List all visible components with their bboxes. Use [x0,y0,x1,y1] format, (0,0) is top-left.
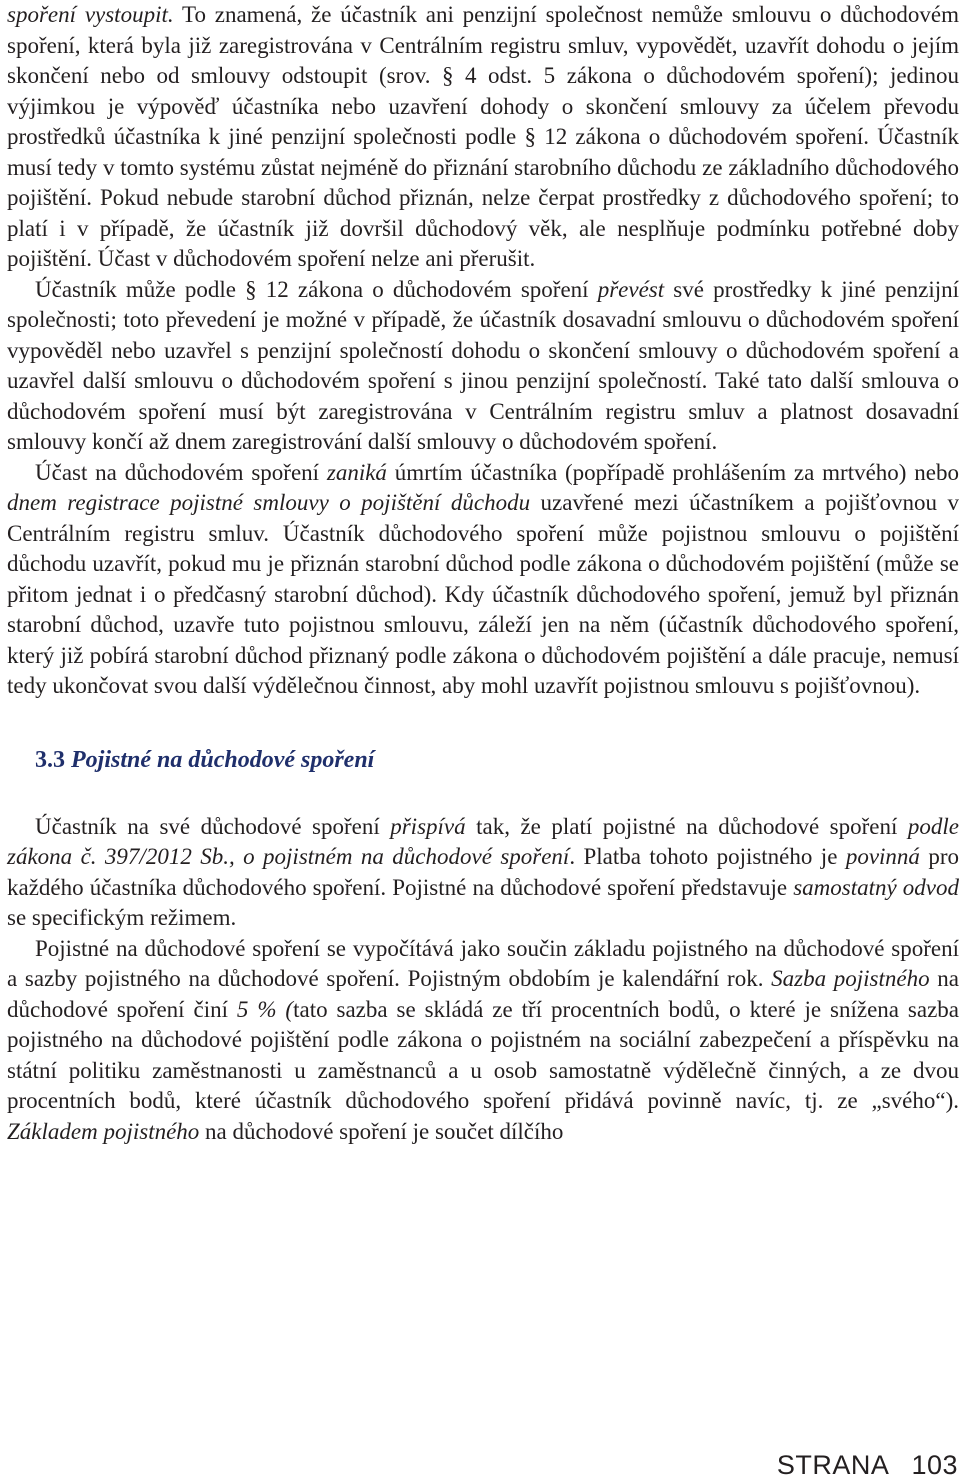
section-number: 3.3 [35,746,65,773]
paragraph-2-emphasis: převést [597,276,665,302]
page-number: 103 [911,1450,958,1480]
paragraph-4 [7,812,959,934]
paragraph-3-emphasis-b: dnem registrace pojistné smlouvy o pojištění důchodu [7,490,531,515]
paragraph-5-text-b: na důchodové spoření činí [7,966,959,1022]
footer-label: STRANA [776,1450,890,1480]
paragraph-4-emphasis-a: přispívá [390,813,466,839]
paragraph-4-text-c: . Platba tohoto pojistného je [569,844,846,869]
paragraph-2 [7,275,959,458]
paragraph-3 [7,458,959,702]
paragraph-4-text-b: tak, že platí pojistné na důchodové spoření [465,813,908,839]
paragraph-3-text-c: uzavřené mezi účastníkem a pojišťovnou v Centrálním registru smluv. Účastník důchodového spoření může pojistnou smlouvu o pojištění důchodu uzavřít, pokud mu je přiznán starobní důchod podle zákona o důchodovém pojištění (může se přitom jednat i o předčasný starobní důchod). Kdy účastník důchodového spoření, jemuž byl přiznán starobní důchod, uzavře tuto pojistnou smlouvu, záleží jen na něm (účastník důchodového spoření, který již pobírá starobní důchod přiznaný podle zákona o důchodovém pojištění a dále pracuje, nemusí tedy ukončovat svou další výdělečnou činnost, aby mohl uzavřít pojistnou smlouvu s pojišťovnou). [7,490,959,698]
paragraph-5-emphasis-a: Sazba pojistného [771,966,930,991]
paragraph-5 [7,934,959,1148]
section-title: Pojistné na důchodové spoření [71,746,375,773]
paragraph-1-text: To znamená, že účastník ani penzijní společnost nemůže smlouvu o důchodovém spoření, která byla již zaregistrována v Centrálním registru smluv, vypovědět, uzavřít dohodu o jejím skončení nebo od smlouvy odstoupit (srov. § 4 odst. 5 zákona o důchodovém spoření); jedinou výjimkou je výpověď účastníka nebo uzavření dohody o skončení smlouvy za účelem převodu prostředků účastníka k jiné penzijní společnosti podle § 12 zákona o důchodovém spoření. Účastník musí tedy v tomto systému zůstat nejméně do přiznání starobního důchodu ze základního důchodového pojištění. Pokud nebude starobní důchod přiznán, nelze čerpat prostředky z důchodového spoření; to platí i v případě, že účastník již dovršil důchodový věk, ale nesplňuje podmínku potřebné doby pojištění. Účast v důchodovém spoření nelze ani přerušit. [7,2,959,271]
paragraph-4-text-a: Účastník na své důchodové spoření [35,813,391,839]
paragraph-3-emphasis-a: zaniká [326,459,387,485]
paragraph-4-text-e: se specifickým režimem. [7,905,237,930]
paragraph-5-emphasis-c: Základem pojistného [7,1118,200,1144]
paragraph-4-text-d: pro každého účastníka důchodového spoření. Pojistné na důchodové spoření představuje [7,844,959,900]
paragraph-3-text-b: úmrtím účastníka (popřípadě prohlášením za mrtvého) nebo [386,459,959,485]
paragraph-2-text-a: Účastník může podle § 12 zákona o důchodovém spoření [35,276,598,302]
paragraph-2-text-b: své prostředky k jiné penzijní společnosti; toto převedení je možné v případě, že účastník dosavadní smlouvu o důchodovém spoření vypověděl nebo uzavřel s penzijní společností dohodu o skončení smlouvy o důchodovém spoření a uzavřel další smlouvu o důchodovém spoření s jinou penzijní společností. Také tato další smlouva o důchodovém spoření musí být zaregistrována v Centrálním registru smluv a platnost dosavadní smlouvy končí až dnem zaregistrování další smlouvy o důchodovém spoření. [7,276,959,454]
paragraph-4-emphasis-c: povinná [845,844,920,869]
document-page [7,0,959,1147]
section-heading [35,744,959,776]
paragraph-1-lead-italic: spoření vystoupit. [7,2,174,27]
paragraph-5-text-a: Pojistné na důchodové spoření se vypočítává jako součin základu pojistného na důchodové spoření a sazby pojistného na důchodové spoření. Pojistným obdobím je kalendářní rok. [7,935,959,991]
paragraph-5-emphasis-b: 5 % ( [236,996,294,1022]
page-footer [777,1450,958,1481]
paragraph-4-emphasis-d: samostatný odvod [793,874,959,900]
paragraph-5-text-c: tato sazba se skládá ze tří procentních bodů, o které je snížena sazba pojistného na důchodové pojištění podle zákona o pojistném na sociální zabezpečení a příspěvku na státní politiku zaměstnanosti u zaměstnanců a u osob samostatně výdělečně činných, a ze dvou procentních bodů, které účastník důchodového spoření přidává povinně navíc, tj. ze „svého“). [7,996,959,1113]
paragraph-5-text-d: na důchodové spoření je součet dílčího [199,1118,564,1144]
paragraph-1 [7,0,959,275]
paragraph-4-emphasis-b: podle zákona č. 397/2012 Sb., o pojistném na důchodové spoření [7,813,959,869]
paragraph-3-text-a: Účast na důchodovém spoření [35,459,327,485]
